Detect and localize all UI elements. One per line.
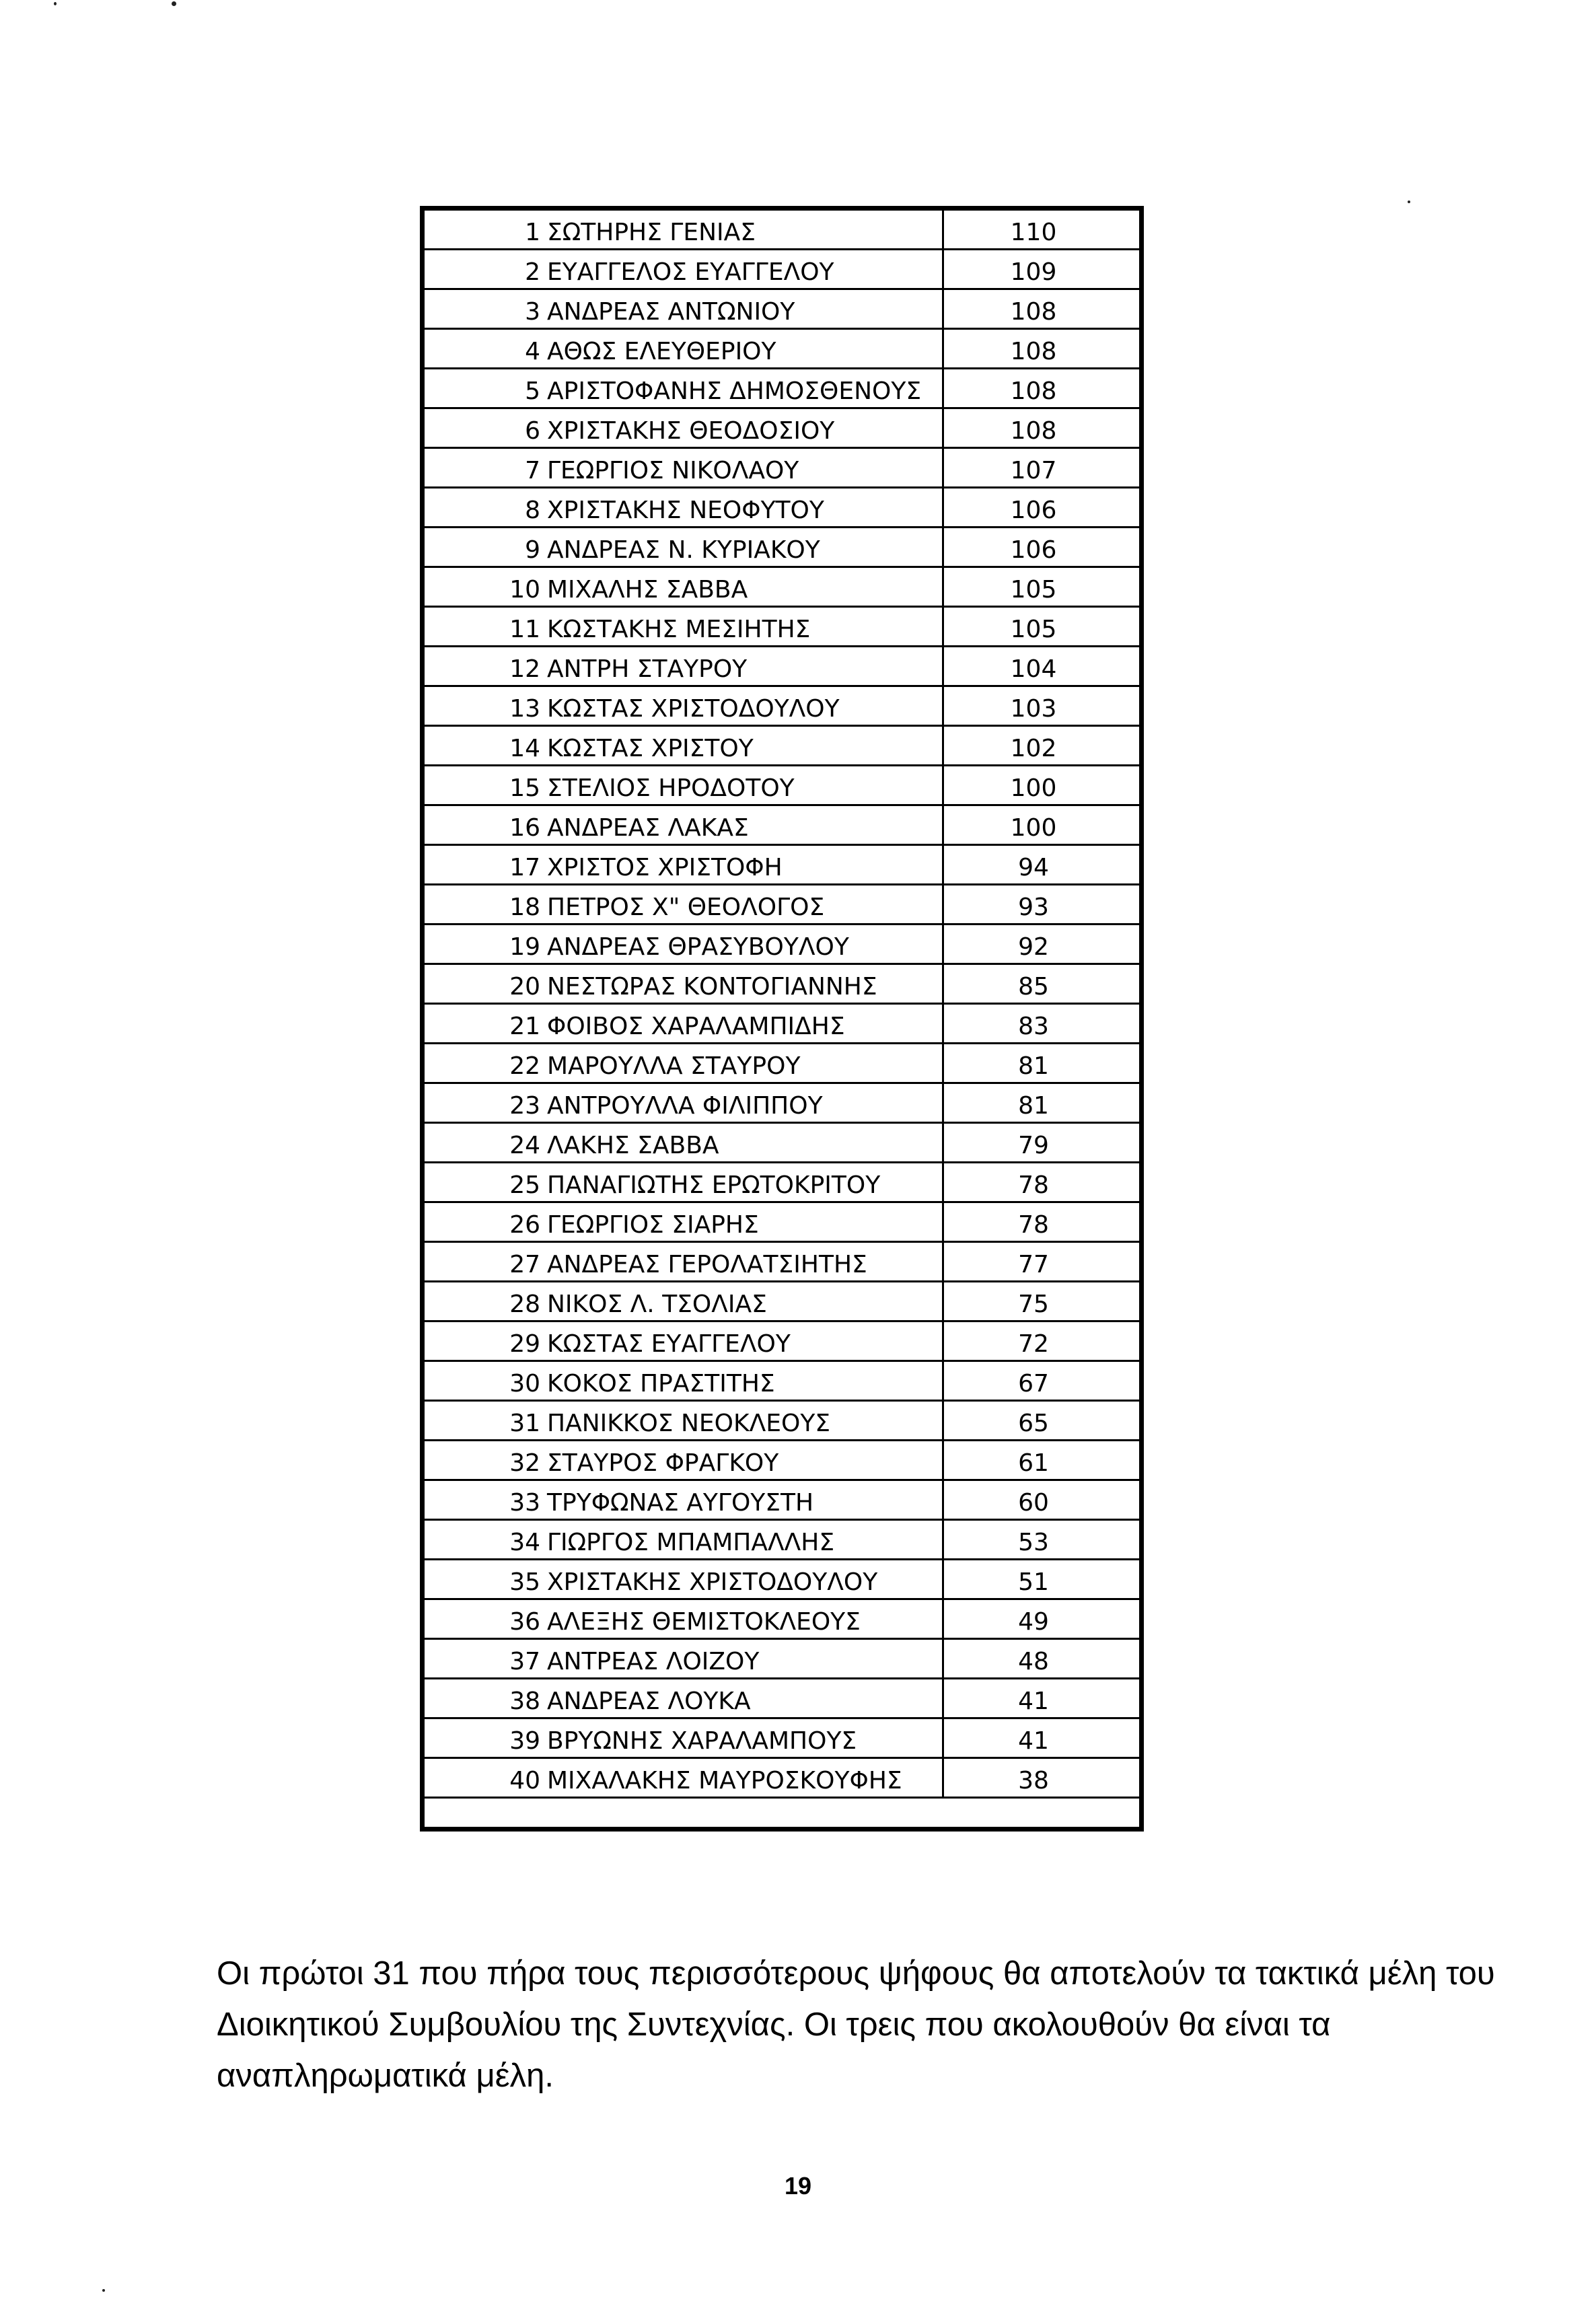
candidate-votes: 81	[1018, 1092, 1049, 1120]
candidate-votes: 102	[1010, 735, 1057, 762]
candidate-rank: 14	[509, 735, 540, 762]
table-row	[425, 1322, 1139, 1362]
table-row	[425, 1759, 1139, 1799]
candidate-votes: 79	[1018, 1132, 1049, 1159]
table-row	[425, 687, 1139, 727]
candidate-rank: 29	[509, 1330, 540, 1358]
page-number: 19	[784, 2172, 812, 2200]
candidate-name: ΑΝΔΡΕΑΣ ΓΕΡΟΛΑΤΣΙΗΤΗΣ	[547, 1251, 867, 1278]
candidate-rank: 40	[509, 1767, 540, 1795]
candidate-name: ΠΑΝΙΚΚΟΣ ΝΕΟΚΛΕΟΥΣ	[547, 1410, 831, 1437]
candidate-name: ΚΩΣΤΑΣ ΧΡΙΣΤΟΔΟΥΛΟΥ	[547, 695, 840, 723]
table-row	[425, 1679, 1139, 1719]
candidate-name: ΛΑΚΗΣ ΣΑΒΒΑ	[547, 1132, 719, 1159]
candidate-votes: 110	[1010, 219, 1057, 246]
candidate-name: ΑΝΔΡΕΑΣ ΑΝΤΩΝΙΟΥ	[547, 298, 795, 326]
candidate-votes: 53	[1018, 1529, 1049, 1556]
candidate-rank: 34	[509, 1529, 540, 1556]
table-row	[425, 211, 1139, 250]
table-row	[425, 488, 1139, 528]
table-row	[425, 1600, 1139, 1640]
candidate-name: ΑΝΔΡΕΑΣ Ν. ΚΥΡΙΑΚΟΥ	[547, 536, 820, 564]
candidate-rank: 32	[509, 1449, 540, 1477]
candidate-rank: 28	[509, 1291, 540, 1318]
candidate-rank: 24	[509, 1132, 540, 1159]
candidate-name: ΜΑΡΟΥΛΛΑ ΣΤΑΥΡΟΥ	[547, 1052, 801, 1080]
candidate-name: ΣΤΑΥΡΟΣ ΦΡΑΓΚΟΥ	[547, 1449, 779, 1477]
candidate-votes: 81	[1018, 1052, 1049, 1080]
candidate-votes: 65	[1018, 1410, 1049, 1437]
candidate-rank: 25	[509, 1171, 540, 1199]
candidate-votes: 94	[1018, 854, 1049, 881]
candidate-votes: 108	[1010, 338, 1057, 365]
candidate-votes: 41	[1018, 1727, 1049, 1755]
candidate-votes: 48	[1018, 1648, 1049, 1675]
candidate-name: ΣΤΕΛΙΟΣ ΗΡΟΔΟΤΟΥ	[547, 774, 795, 802]
candidate-rank: 9	[525, 536, 540, 564]
table-row	[425, 1441, 1139, 1481]
candidate-name: ΑΝΤΡΗ ΣΤΑΥΡΟΥ	[547, 655, 748, 683]
candidate-rank: 21	[509, 1013, 540, 1040]
candidate-name: ΜΙΧΑΛΑΚΗΣ ΜΑΥΡΟΣΚΟΥΦΗΣ	[547, 1767, 902, 1795]
candidate-name: ΚΟΚΟΣ ΠΡΑΣΤΙΤΗΣ	[547, 1370, 775, 1398]
candidate-name: ΓΕΩΡΓΙΟΣ ΣΙΑΡΗΣ	[547, 1211, 759, 1239]
candidate-votes: 107	[1010, 457, 1057, 484]
candidate-votes: 78	[1018, 1211, 1049, 1239]
scan-speck	[102, 2289, 105, 2292]
candidate-rank: 19	[509, 933, 540, 961]
candidate-rank: 13	[509, 695, 540, 723]
candidate-name: ΧΡΙΣΤΟΣ ΧΡΙΣΤΟΦΗ	[547, 854, 783, 881]
table-row	[425, 528, 1139, 568]
candidate-rank: 10	[509, 576, 540, 604]
table-row	[425, 885, 1139, 925]
table-row	[425, 369, 1139, 409]
candidate-votes: 108	[1010, 298, 1057, 326]
candidate-name: ΧΡΙΣΤΑΚΗΣ ΘΕΟΔΟΣΙΟΥ	[547, 417, 835, 445]
table-row	[425, 1282, 1139, 1322]
candidate-votes: 104	[1010, 655, 1057, 683]
candidate-votes: 105	[1010, 616, 1057, 643]
table-row	[425, 1362, 1139, 1402]
candidate-rank: 15	[509, 774, 540, 802]
candidate-name: ΑΡΙΣΤΟΦΑΝΗΣ ΔΗΜΟΣΘΕΝΟΥΣ	[547, 377, 922, 405]
candidate-votes: 77	[1018, 1251, 1049, 1278]
candidate-votes: 41	[1018, 1688, 1049, 1715]
candidate-name: ΑΘΩΣ ΕΛΕΥΘΕΡΙΟΥ	[547, 338, 776, 365]
candidate-rank: 3	[525, 298, 540, 326]
candidate-votes: 100	[1010, 814, 1057, 842]
scan-speck	[54, 2, 57, 5]
candidate-name: ΝΕΣΤΩΡΑΣ ΚΟΝΤΟΓΙΑΝΝΗΣ	[547, 973, 877, 1001]
candidate-name: ΕΥΑΓΓΕΛΟΣ ΕΥΑΓΓΕΛΟΥ	[547, 258, 834, 286]
candidate-rank: 33	[509, 1489, 540, 1517]
table-row	[425, 806, 1139, 846]
table-row	[425, 1084, 1139, 1124]
table-row	[425, 1402, 1139, 1441]
candidate-name: ΚΩΣΤΑΚΗΣ ΜΕΣΙΗΤΗΣ	[547, 616, 811, 643]
candidate-name: ΑΝΔΡΕΑΣ ΛΟΥΚΑ	[547, 1688, 751, 1715]
candidate-votes: 108	[1010, 417, 1057, 445]
candidate-name: ΒΡΥΩΝΗΣ ΧΑΡΑΛΑΜΠΟΥΣ	[547, 1727, 857, 1755]
table-row	[425, 925, 1139, 965]
candidate-votes: 93	[1018, 894, 1049, 921]
table-row	[425, 1163, 1139, 1203]
candidate-rank: 38	[509, 1688, 540, 1715]
candidate-name: ΑΝΔΡΕΑΣ ΘΡΑΣΥΒΟΥΛΟΥ	[547, 933, 849, 961]
explanation-paragraph: Οι πρώτοι 31 που πήρα τους περισσότερους ψήφους θα αποτελούν τα τακτικά μέλη του Διοικητικού Συμβουλίου της Συντεχνίας. Οι τρεις που ακολουθούν θα είναι τα αναπληρωματικά μέλη.	[217, 1955, 1495, 2094]
table-row	[425, 330, 1139, 369]
table-row	[425, 647, 1139, 687]
candidate-name: ΝΙΚΟΣ Λ. ΤΣΟΛΙΑΣ	[547, 1291, 767, 1318]
candidate-name: ΦΟΙΒΟΣ ΧΑΡΑΛΑΜΠΙΔΗΣ	[547, 1013, 845, 1040]
candidate-rank: 23	[509, 1092, 540, 1120]
candidate-name: ΤΡΥΦΩΝΑΣ ΑΥΓΟΥΣΤΗ	[547, 1489, 814, 1517]
candidate-rank: 8	[525, 497, 540, 524]
candidate-votes: 83	[1018, 1013, 1049, 1040]
candidate-name: ΑΝΔΡΕΑΣ ΛΑΚΑΣ	[547, 814, 749, 842]
candidate-rank: 27	[509, 1251, 540, 1278]
candidate-name: ΓΕΩΡΓΙΟΣ ΝΙΚΟΛΑΟΥ	[547, 457, 799, 484]
candidate-name: ΠΑΝΑΓΙΩΤΗΣ ΕΡΩΤΟΚΡΙΤΟΥ	[547, 1171, 881, 1199]
candidate-votes: 72	[1018, 1330, 1049, 1358]
candidate-rank: 18	[509, 894, 540, 921]
candidate-rank: 5	[525, 377, 540, 405]
candidate-rank: 31	[509, 1410, 540, 1437]
scan-speck	[1408, 201, 1410, 203]
table-row	[425, 766, 1139, 806]
candidate-votes: 78	[1018, 1171, 1049, 1199]
candidate-rank: 17	[509, 854, 540, 881]
candidate-name: ΚΩΣΤΑΣ ΕΥΑΓΓΕΛΟΥ	[547, 1330, 791, 1358]
candidate-votes: 106	[1010, 497, 1057, 524]
table-row	[425, 1005, 1139, 1044]
candidate-rank: 4	[525, 338, 540, 365]
candidate-rank: 35	[509, 1568, 540, 1596]
candidate-name: ΧΡΙΣΤΑΚΗΣ ΧΡΙΣΤΟΔΟΥΛΟΥ	[547, 1568, 878, 1596]
candidate-votes: 67	[1018, 1370, 1049, 1398]
table-row	[425, 449, 1139, 488]
table-row	[425, 965, 1139, 1005]
candidate-rank: 36	[509, 1608, 540, 1636]
candidate-votes: 92	[1018, 933, 1049, 961]
candidate-votes: 108	[1010, 377, 1057, 405]
table-row	[425, 1640, 1139, 1679]
table-row	[425, 1481, 1139, 1521]
candidate-rank: 11	[509, 616, 540, 643]
candidate-rank: 12	[509, 655, 540, 683]
table-row	[425, 727, 1139, 766]
candidate-name: ΑΝΤΡΟΥΛΛΑ ΦΙΛΙΠΠΟΥ	[547, 1092, 823, 1120]
candidate-name: ΓΙΩΡΓΟΣ ΜΠΑΜΠΑΛΛΗΣ	[547, 1529, 835, 1556]
candidate-votes: 60	[1018, 1489, 1049, 1517]
candidate-rank: 26	[509, 1211, 540, 1239]
candidate-rank: 22	[509, 1052, 540, 1080]
candidate-rank: 37	[509, 1648, 540, 1675]
candidate-name: ΧΡΙΣΤΑΚΗΣ ΝΕΟΦΥΤΟΥ	[547, 497, 824, 524]
table-row	[425, 1243, 1139, 1282]
table-row	[425, 250, 1139, 290]
table-row	[425, 608, 1139, 647]
table-row	[425, 568, 1139, 608]
candidate-votes: 103	[1010, 695, 1057, 723]
candidate-votes: 75	[1018, 1291, 1049, 1318]
candidate-votes: 100	[1010, 774, 1057, 802]
candidate-name: ΑΝΤΡΕΑΣ ΛΟΙΖΟΥ	[547, 1648, 760, 1675]
candidate-name: ΜΙΧΑΛΗΣ ΣΑΒΒΑ	[547, 576, 748, 604]
candidate-rank: 39	[509, 1727, 540, 1755]
candidate-rank: 2	[525, 258, 540, 286]
candidate-name: ΑΛΕΞΗΣ ΘΕΜΙΣΤΟΚΛΕΟΥΣ	[547, 1608, 861, 1636]
candidate-rank: 7	[525, 457, 540, 484]
candidate-rank: 30	[509, 1370, 540, 1398]
table-row	[425, 409, 1139, 449]
table-row	[425, 846, 1139, 885]
candidate-votes: 51	[1018, 1568, 1049, 1596]
candidate-votes: 49	[1018, 1608, 1049, 1636]
scan-speck	[172, 1, 176, 6]
candidate-votes: 61	[1018, 1449, 1049, 1477]
table-row	[425, 1124, 1139, 1163]
table-row	[425, 1719, 1139, 1759]
candidate-name: ΣΩΤΗΡΗΣ ΓΕΝΙΑΣ	[547, 219, 756, 246]
table-row	[425, 290, 1139, 330]
candidate-name: ΚΩΣΤΑΣ ΧΡΙΣΤΟΥ	[547, 735, 754, 762]
candidate-votes: 109	[1010, 258, 1057, 286]
table-row	[425, 1521, 1139, 1560]
table-row	[425, 1560, 1139, 1600]
table-row	[425, 1044, 1139, 1084]
candidate-rank: 16	[509, 814, 540, 842]
candidate-rank: 1	[525, 219, 540, 246]
candidate-votes: 85	[1018, 973, 1049, 1001]
table-row	[425, 1203, 1139, 1243]
candidate-votes: 106	[1010, 536, 1057, 564]
candidate-votes: 105	[1010, 576, 1057, 604]
candidate-name: ΠΕΤΡΟΣ Χ" ΘΕΟΛΟΓΟΣ	[547, 894, 825, 921]
candidate-votes: 38	[1018, 1767, 1049, 1795]
candidate-rank: 6	[525, 417, 540, 445]
candidate-rank: 20	[509, 973, 540, 1001]
